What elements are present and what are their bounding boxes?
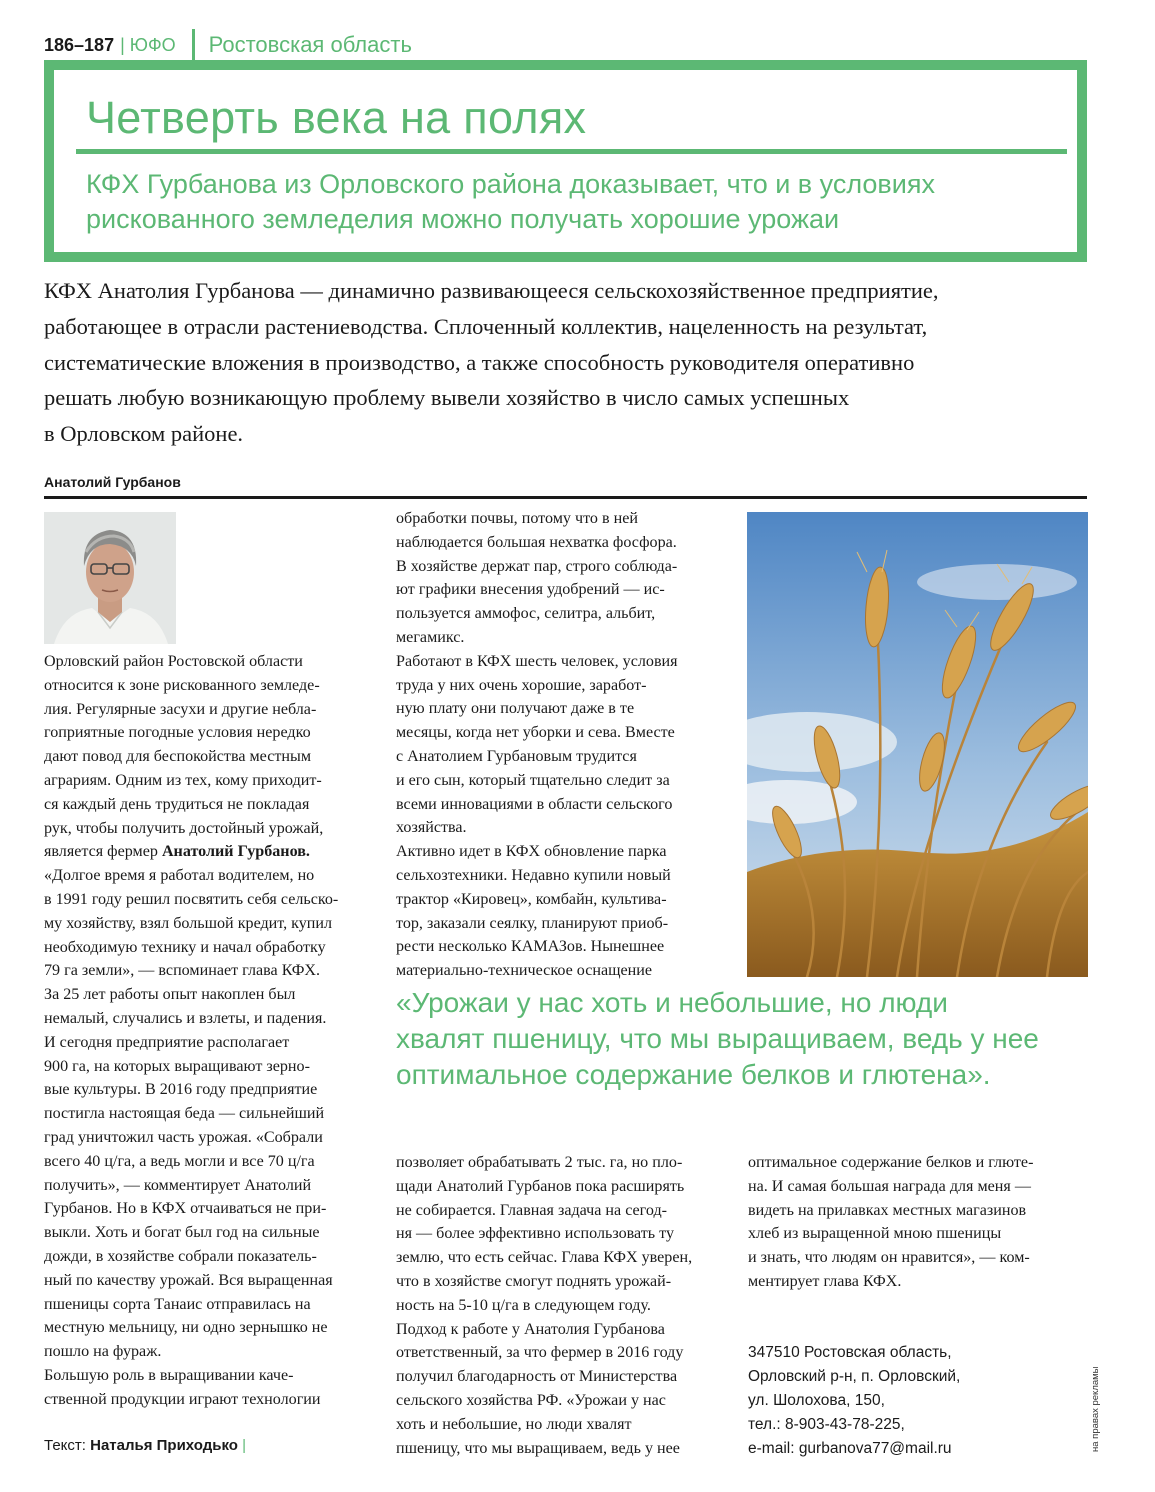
section-label: ЮФО <box>129 34 176 55</box>
body-line: сельского хозяйства РФ. «Урожаи у нас <box>396 1391 666 1409</box>
body-line: получил благодарность от Министерства <box>396 1368 678 1386</box>
text-credit <box>44 1437 246 1454</box>
body-line: 900 га, на которых выращивают зерно- <box>44 1057 310 1075</box>
lead-line: решать любую возникающую проблему вывели хозяйство в число самых успешных <box>44 385 850 411</box>
page-header <box>44 28 412 62</box>
contact-address: 347510 Ростовская область, <box>748 1344 952 1361</box>
body-line: трактор «Кировец», комбайн, культива- <box>396 890 667 908</box>
subtitle-line: КФХ Гурбанова из Орловского района доказывает, что и в условиях <box>86 169 935 199</box>
body-line: За 25 лет работы опыт накоплен был <box>44 986 296 1004</box>
advertising-note: на правах рекламы <box>1090 1366 1101 1452</box>
body-line: Гурбанов. Но в КФХ отчаиваться не при- <box>44 1200 327 1218</box>
body-line: гоприятные погодные условия нередко <box>44 724 311 742</box>
contact-email: e-mail: gurbanova77@mail.ru <box>748 1440 952 1457</box>
region-divider <box>192 29 195 61</box>
page-numbers: 186–187 <box>44 34 115 55</box>
body-line: хозяйства. <box>396 819 467 837</box>
body-line: хоть и небольшие, но люди хвалят <box>396 1415 632 1433</box>
body-line: с Анатолием Гурбановым трудится <box>396 747 637 765</box>
body-line: наблюдается большая нехватка фосфора. <box>396 533 677 551</box>
body-line: необходимую технику и начал обработку <box>44 938 326 956</box>
body-column-3 <box>748 1151 1093 1294</box>
body-line: дожди, в хозяйстве собрали показатель- <box>44 1247 317 1265</box>
quote-line: оптимальное содержание белков и глютена». <box>396 1059 991 1090</box>
article-subtitle <box>86 167 1076 237</box>
body-line: местную мельницу, ни одно зернышко не <box>44 1319 328 1337</box>
body-line: вые культуры. В 2016 году предприятие <box>44 1081 318 1099</box>
body-line: обработки почвы, потому что в ней <box>396 510 638 527</box>
contact-block <box>748 1341 960 1461</box>
body-line: сельхозтехники. Недавно купили новый <box>396 866 671 884</box>
author-portrait <box>44 512 176 644</box>
body-line: пользуется аммофос, селитра, альбит, <box>396 605 656 623</box>
body-line: ментирует глава КФХ. <box>748 1272 902 1290</box>
region-label: Ростовская область <box>208 32 412 57</box>
body-line: труда у них очень хорошие, заработ- <box>396 676 647 694</box>
body-line: выкли. Хоть и богат был год на сильные <box>44 1224 320 1242</box>
body-line: пошло на фураж. <box>44 1343 162 1361</box>
body-line: Работают в КФХ шесть человек, условия <box>396 652 678 670</box>
credit-author: Наталья Приходько <box>90 1437 238 1454</box>
quote-line: хвалят пшеницу, что мы выращиваем, ведь у нее <box>396 1023 1039 1054</box>
body-line: тор, заказали сеялку, планируют приоб- <box>396 914 669 932</box>
body-line: град уничтожил часть урожая. «Собрали <box>44 1128 323 1146</box>
body-line: му хозяйству, взял большой кредит, купил <box>44 914 333 932</box>
lead-line: в Орловском районе. <box>44 421 244 447</box>
body-line: оптимальное содержание белков и глюте- <box>748 1154 1034 1171</box>
body-line: ся каждый день трудиться не покладая <box>44 795 310 813</box>
lead-paragraph <box>44 273 1094 452</box>
contact-address: ул. Шолохова, 150, <box>748 1392 885 1409</box>
body-line: видеть на прилавках местных магазинов <box>748 1201 1027 1219</box>
title-box-inner <box>54 70 1077 252</box>
body-line: ня — более эффективно использовать ту <box>396 1225 675 1243</box>
body-line: ность на 5-10 ц/га в следующем году. <box>396 1296 651 1314</box>
title-rule <box>76 149 1067 154</box>
body-line: пшеницу, что мы выращиваем, ведь у нее <box>396 1439 680 1457</box>
body-column-2-bottom <box>396 1151 741 1460</box>
body-line: ственной продукции играют технологии <box>44 1390 321 1408</box>
body-line: получить», — комментирует Анатолий <box>44 1176 312 1194</box>
body-line: ную плату они получают даже в те <box>396 700 635 718</box>
wheat-field-photo <box>747 512 1088 977</box>
subtitle-line: рискованного земледелия можно получать хорошие урожаи <box>86 204 840 234</box>
credit-separator: | <box>242 1437 247 1454</box>
caption-rule <box>44 496 1087 499</box>
body-line: хлеб из выращенной мною пшеницы <box>748 1225 1002 1243</box>
body-line: немалый, случались и взлеты, и падения. <box>44 1009 327 1027</box>
body-line-text: является фермер <box>44 843 162 861</box>
body-line: что в хозяйстве смогут поднять урожай- <box>396 1272 672 1290</box>
body-column-2-top <box>396 507 736 983</box>
body-line: пшеницы сорта Танаис отправилась на <box>44 1295 311 1313</box>
body-line: на. И самая большая награда для меня — <box>748 1177 1031 1195</box>
body-line: лия. Регулярные засухи и другие небла- <box>44 700 317 718</box>
lead-line: КФХ Анатолия Гурбанова — динамично развивающееся сельскохозяйственное предприятие, <box>44 278 939 303</box>
body-line: ответственный, за что фермер в 2016 году <box>396 1344 684 1362</box>
title-box <box>44 60 1087 262</box>
body-line: материально-техническое оснащение <box>396 962 652 980</box>
body-line: месяцы, когда нет уборки и сева. Вместе <box>396 724 675 742</box>
body-line: всеми инновациями в области сельского <box>396 795 673 813</box>
body-line: дают повод для беспокойства местным <box>44 748 312 766</box>
body-line: аграриям. Одним из тех, кому приходит- <box>44 771 322 789</box>
body-line: рук, чтобы получить достойный урожай, <box>44 819 324 837</box>
body-line: И сегодня предприятие располагает <box>44 1033 290 1051</box>
farmer-name-bold: Анатолий Гурбанов. <box>161 843 310 861</box>
body-line: Подход к работе у Анатолия Гурбанова <box>396 1320 665 1338</box>
pull-quote <box>396 985 1096 1093</box>
body-line: ный по качеству урожай. Вся выращенная <box>44 1271 333 1289</box>
body-line: Большую роль в выращивании каче- <box>44 1366 294 1384</box>
body-line: и его сын, который тщательно следит за <box>396 771 670 789</box>
article-title: Четверть века на полях <box>86 92 587 143</box>
body-line: и знать, что людям он нравится», — ком- <box>748 1249 1030 1267</box>
body-line: рести несколько КАМАЗов. Нынешнее <box>396 938 665 956</box>
body-line <box>44 840 389 864</box>
body-line: ют графики внесения удобрений — ис- <box>396 581 665 599</box>
body-line: Активно идет в КФХ обновление парка <box>396 843 667 861</box>
body-line: всего 40 ц/га, а ведь могли и все 70 ц/га <box>44 1152 315 1170</box>
contact-address: Орловский р-н, п. Орловский, <box>748 1368 961 1385</box>
body-line: не собирается. Главная задача на сегод- <box>396 1201 668 1219</box>
lead-line: систематические вложения в производство, а также способность руководителя оперативно <box>44 349 915 375</box>
body-line: постигла настоящая беда — сильнейший <box>44 1105 325 1123</box>
lead-line: работающее в отрасли растениеводства. Сплоченный коллектив, нацеленность на результат, <box>44 313 928 339</box>
body-line: В хозяйстве держат пар, строго соблюда- <box>396 557 678 575</box>
credit-label: Текст: <box>44 1437 91 1454</box>
header-separator: | <box>120 34 125 55</box>
body-line: «Долгое время я работал водителем, но <box>44 867 315 885</box>
body-column-1 <box>44 650 389 1412</box>
body-line: в 1991 году решил посвятить себя сельско- <box>44 890 339 908</box>
body-line: землю, что есть сейчас. Глава КФХ уверен, <box>396 1249 693 1267</box>
quote-line: «Урожаи у нас хоть и небольшие, но люди <box>396 987 948 1018</box>
author-caption: Анатолий Гурбанов <box>44 474 181 490</box>
body-line: Орловский район Ростовской области <box>44 653 303 670</box>
contact-phone: тел.: 8-903-43-78-225, <box>748 1416 905 1433</box>
body-line: позволяет обрабатывать 2 тыс. га, но пло- <box>396 1154 683 1171</box>
body-line: щади Анатолий Гурбанов пока расширять <box>396 1177 685 1195</box>
body-line: 79 га земли», — вспоминает глава КФХ. <box>44 962 321 980</box>
body-line: мегамикс. <box>396 628 465 646</box>
body-line: относится к зоне рискованного земледе- <box>44 676 320 694</box>
